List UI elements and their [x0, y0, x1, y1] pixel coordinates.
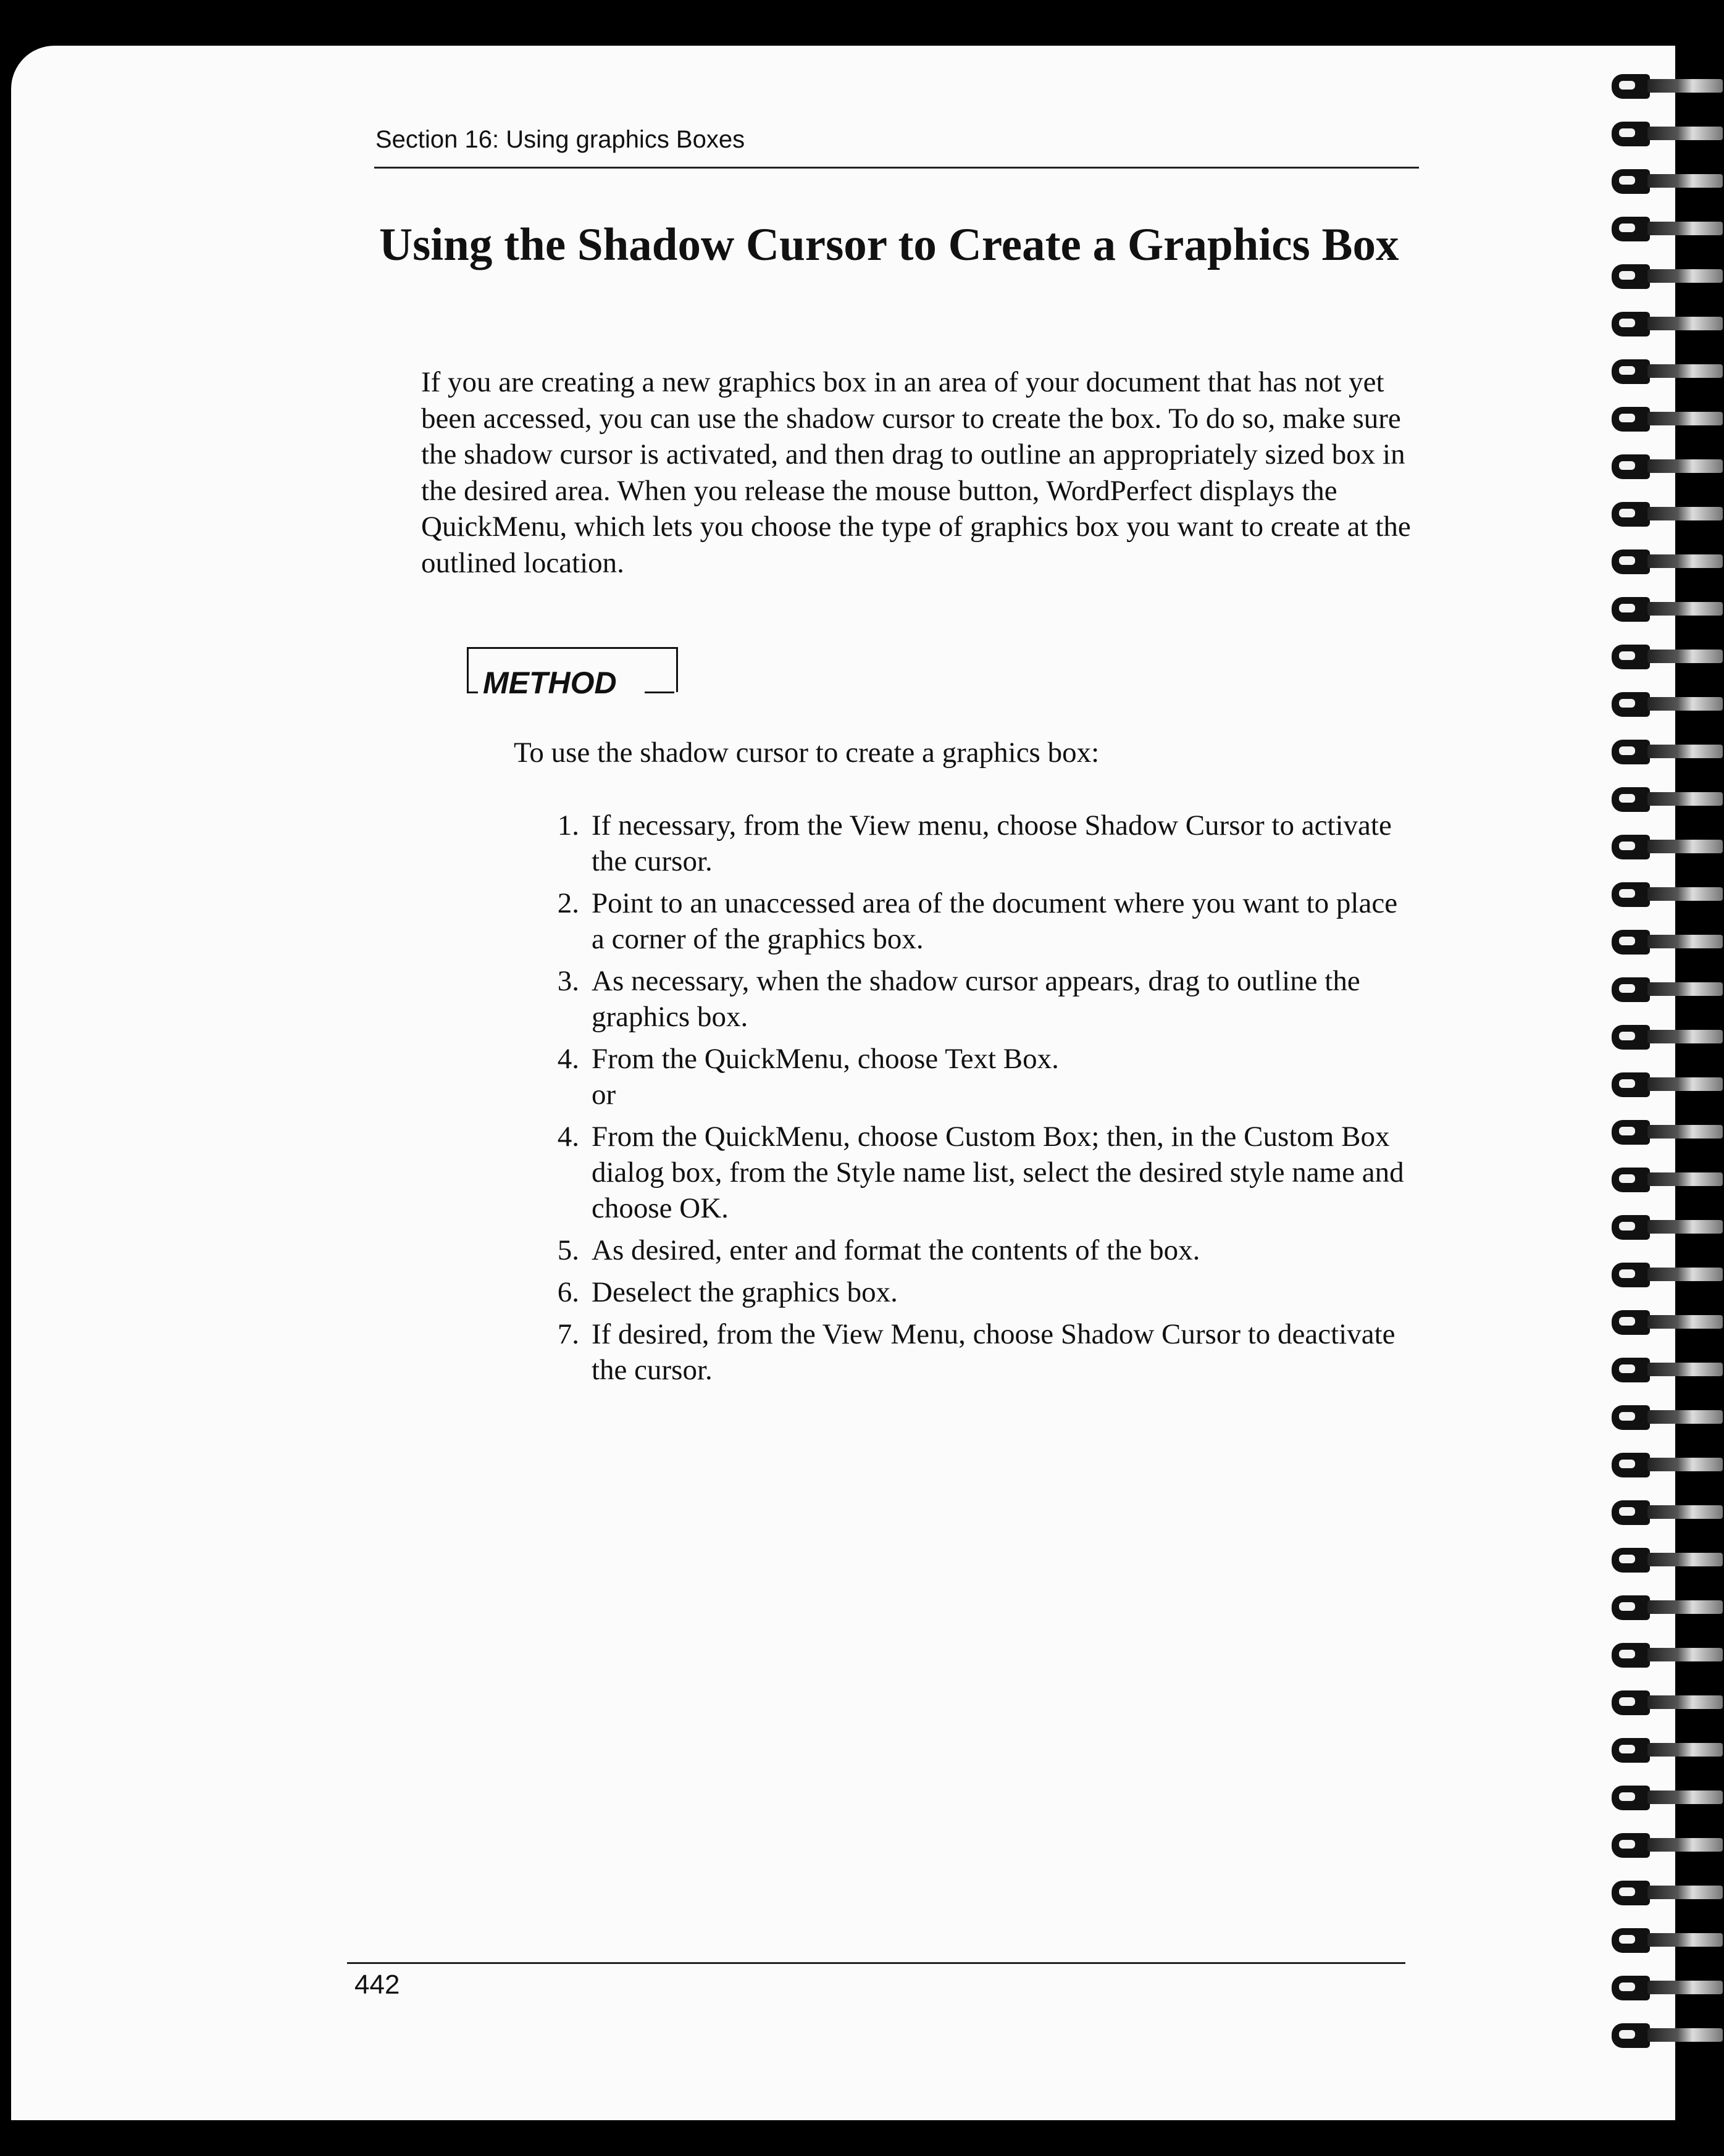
binding-loop: [1612, 549, 1723, 574]
binding-wire: [1647, 1458, 1723, 1471]
binding-hook: [1612, 1025, 1650, 1050]
binding-wire: [1647, 1981, 1723, 1994]
binding-hook: [1612, 1595, 1650, 1620]
page-number: 442: [354, 1970, 400, 2000]
binding-wire: [1647, 887, 1723, 901]
binding-loop: [1612, 1358, 1723, 1382]
binding-wire: [1647, 840, 1723, 853]
step-number: 3.: [557, 965, 579, 997]
step-number: 1.: [557, 809, 579, 842]
step-number: 2.: [557, 887, 579, 919]
binding-wire: [1647, 174, 1723, 188]
binding-wire: [1647, 127, 1723, 140]
binding-loop: [1612, 2023, 1723, 2048]
step-text: Deselect the graphics box.: [592, 1276, 898, 1308]
binding-wire: [1647, 1315, 1723, 1329]
binding-wire: [1647, 269, 1723, 283]
binding-hook: [1612, 1310, 1650, 1335]
binding-hook: [1612, 645, 1650, 669]
binding-hook: [1612, 1500, 1650, 1525]
step-text: If necessary, from the View menu, choose Shadow Cursor to activate the cursor.: [592, 809, 1392, 877]
binding-loop: [1612, 122, 1723, 146]
list-item: [548, 963, 1413, 1035]
binding-loop: [1612, 1263, 1723, 1287]
binding-loop: [1612, 1595, 1723, 1620]
step-text: If desired, from the View Menu, choose Shadow Cursor to deactivate the cursor.: [592, 1318, 1396, 1386]
binding-hook: [1612, 1120, 1650, 1145]
binding-loop: [1612, 1738, 1723, 1763]
binding-loop: [1612, 1548, 1723, 1573]
binding-loop: [1612, 1453, 1723, 1477]
step-text: As necessary, when the shadow cursor appears, drag to outline the graphics box.: [592, 965, 1360, 1033]
binding-wire: [1647, 317, 1723, 330]
binding-wire: [1647, 1600, 1723, 1614]
binding-loop: [1612, 169, 1723, 194]
binding-loop: [1612, 502, 1723, 527]
method-bracket-right: [645, 692, 674, 693]
binding-hook: [1612, 217, 1650, 241]
list-item: [548, 1316, 1413, 1388]
step-number: 4.: [557, 1121, 579, 1153]
binding-wire: [1647, 1695, 1723, 1709]
method-intro: To use the shadow cursor to create a graphics box:: [514, 737, 1100, 769]
binding-wire: [1647, 1363, 1723, 1376]
binding-hook: [1612, 1453, 1650, 1477]
page-title: Using the Shadow Cursor to Create a Graphics Box: [379, 219, 1399, 270]
binding-hook: [1612, 1358, 1650, 1382]
header-rule: [374, 167, 1419, 169]
binding-loop: [1612, 217, 1723, 241]
binding-wire: [1647, 650, 1723, 663]
binding-wire: [1647, 792, 1723, 806]
binding-wire: [1647, 459, 1723, 473]
binding-loop: [1612, 930, 1723, 955]
binding-loop: [1612, 407, 1723, 432]
footer-rule: [347, 1962, 1405, 1964]
binding-hook: [1612, 1548, 1650, 1573]
binding-hook: [1612, 1263, 1650, 1287]
binding-wire: [1647, 745, 1723, 758]
binding-hook: [1612, 692, 1650, 717]
binding-loop: [1612, 645, 1723, 669]
step-number: 7.: [557, 1318, 579, 1350]
binding-wire: [1647, 222, 1723, 235]
binding-hook: [1612, 264, 1650, 289]
binding-wire: [1647, 1553, 1723, 1566]
binding-loop: [1612, 1690, 1723, 1715]
binding-hook: [1612, 1072, 1650, 1097]
list-item: [548, 1232, 1413, 1268]
binding-loop: [1612, 1928, 1723, 1953]
binding-hook: [1612, 1690, 1650, 1715]
binding-hook: [1612, 407, 1650, 432]
list-item: [548, 885, 1413, 957]
binding-wire: [1647, 1030, 1723, 1043]
binding-loop: [1612, 1025, 1723, 1050]
binding-wire: [1647, 1886, 1723, 1899]
step-text: As desired, enter and format the contents of the box.: [592, 1234, 1200, 1266]
binding-wire: [1647, 412, 1723, 425]
step-number: 5.: [557, 1234, 579, 1266]
binding-hook: [1612, 549, 1650, 574]
binding-loop: [1612, 692, 1723, 717]
binding-hook: [1612, 740, 1650, 764]
binding-hook: [1612, 1168, 1650, 1192]
step-number: 4.: [557, 1043, 579, 1075]
binding-wire: [1647, 697, 1723, 711]
binding-wire: [1647, 1790, 1723, 1804]
binding-wire: [1647, 602, 1723, 616]
binding-loop: [1612, 1072, 1723, 1097]
binding-hook: [1612, 359, 1650, 384]
binding-loop: [1612, 1833, 1723, 1858]
binding-loop: [1612, 1120, 1723, 1145]
binding-loop: [1612, 1786, 1723, 1810]
binding-hook: [1612, 1643, 1650, 1668]
binding-loop: [1612, 1168, 1723, 1192]
binding-loop: [1612, 264, 1723, 289]
binding-wire: [1647, 1648, 1723, 1661]
binding-loop: [1612, 835, 1723, 859]
list-item: [548, 1274, 1413, 1310]
list-item-or: [548, 1077, 1413, 1113]
binding-loop: [1612, 1643, 1723, 1668]
binding-wire: [1647, 2028, 1723, 2042]
binding-hook: [1612, 2023, 1650, 2048]
binding-loop: [1612, 597, 1723, 622]
binding-hook: [1612, 454, 1650, 479]
binding-wire: [1647, 79, 1723, 93]
binding-wire: [1647, 1410, 1723, 1424]
binding-hook: [1612, 502, 1650, 527]
binding-wire: [1647, 1077, 1723, 1091]
step-text: or: [592, 1079, 616, 1111]
binding-hook: [1612, 1928, 1650, 1953]
list-item: [548, 808, 1413, 879]
binding-wire: [1647, 1505, 1723, 1519]
binding-loop: [1612, 1500, 1723, 1525]
section-header: Section 16: Using graphics Boxes: [375, 126, 745, 153]
binding-wire: [1647, 1172, 1723, 1186]
binding-hook: [1612, 1405, 1650, 1430]
binding-wire: [1647, 554, 1723, 568]
binding-loop: [1612, 740, 1723, 764]
binding-wire: [1647, 364, 1723, 378]
binding-loop: [1612, 454, 1723, 479]
binding-hook: [1612, 1881, 1650, 1905]
list-item: [548, 1119, 1413, 1226]
spiral-binding: [1605, 74, 1724, 2118]
binding-loop: [1612, 359, 1723, 384]
list-item: [548, 1041, 1413, 1077]
binding-loop: [1612, 312, 1723, 336]
binding-loop: [1612, 1976, 1723, 2000]
binding-hook: [1612, 122, 1650, 146]
step-text: Point to an unaccessed area of the document where you want to place a corner of the graphics box.: [592, 887, 1398, 955]
binding-wire: [1647, 1933, 1723, 1947]
method-label: METHOD: [478, 666, 622, 700]
binding-wire: [1647, 1125, 1723, 1139]
binding-loop: [1612, 1405, 1723, 1430]
binding-loop: [1612, 1310, 1723, 1335]
binding-loop: [1612, 882, 1723, 907]
method-heading: [467, 647, 677, 700]
method-steps: [548, 808, 1413, 1394]
binding-loop: [1612, 74, 1723, 99]
binding-hook: [1612, 930, 1650, 955]
binding-wire: [1647, 507, 1723, 520]
binding-hook: [1612, 882, 1650, 907]
binding-hook: [1612, 169, 1650, 194]
binding-hook: [1612, 1738, 1650, 1763]
binding-hook: [1612, 74, 1650, 99]
binding-hook: [1612, 787, 1650, 812]
binding-loop: [1612, 1881, 1723, 1905]
binding-wire: [1647, 982, 1723, 996]
binding-wire: [1647, 935, 1723, 948]
binding-hook: [1612, 1786, 1650, 1810]
binding-wire: [1647, 1268, 1723, 1281]
step-text: From the QuickMenu, choose Text Box.: [592, 1043, 1059, 1075]
binding-hook: [1612, 1976, 1650, 2000]
binding-hook: [1612, 312, 1650, 336]
binding-hook: [1612, 835, 1650, 859]
binding-hook: [1612, 977, 1650, 1002]
binding-loop: [1612, 787, 1723, 812]
binding-hook: [1612, 1215, 1650, 1240]
step-number: 6.: [557, 1276, 579, 1308]
step-text: From the QuickMenu, choose Custom Box; then, in the Custom Box dialog box, from the Style name list, select the desired style name and choose OK.: [592, 1121, 1404, 1224]
binding-wire: [1647, 1220, 1723, 1234]
binding-hook: [1612, 597, 1650, 622]
intro-paragraph: If you are creating a new graphics box in an area of your document that has not yet been accessed, you can use the shadow cursor to create the box. To do so, make sure the shadow cursor is activated, and then drag to outline an appropriately sized box in the desired area. When you release the mouse button, WordPerfect displays the QuickMenu, which lets you choose the type of graphics box you want to create at the outlined location.: [421, 366, 1411, 579]
binding-loop: [1612, 1215, 1723, 1240]
binding-loop: [1612, 977, 1723, 1002]
binding-wire: [1647, 1743, 1723, 1757]
binding-wire: [1647, 1838, 1723, 1852]
binding-hook: [1612, 1833, 1650, 1858]
